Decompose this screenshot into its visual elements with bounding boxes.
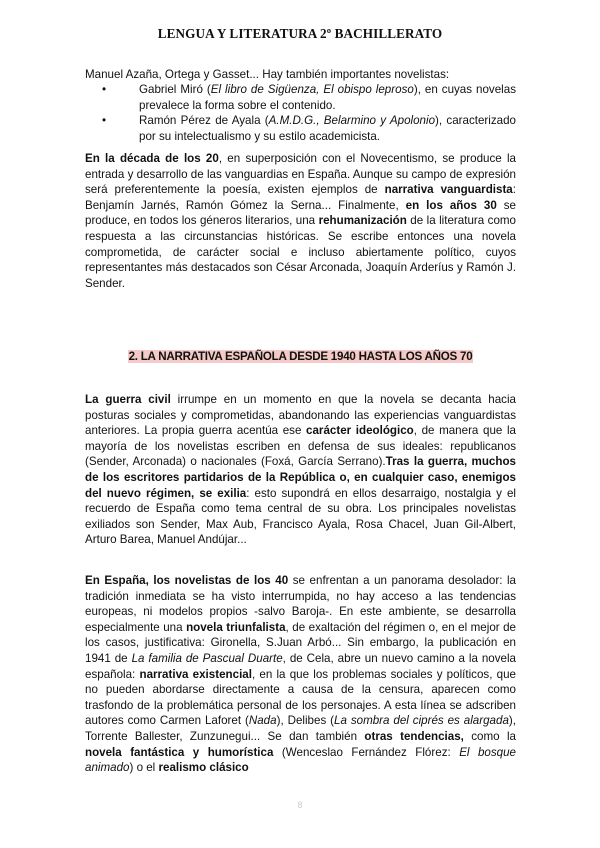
page-number: 8 <box>297 800 303 810</box>
text-run: : esto supondrá en ellos desarraigo, nostalgia y el recuerdo de España como tema central de su obra. Los principales novelistas exiliados son Sender, Max Aub, Francisco Ayala, Rosa Chacel, Juan Gil-Albert, Arturo Barea, Manuel Andújar... <box>85 486 516 547</box>
text-run: , en la que los problemas sociales y políticos, que no pueden abordarse directamente a causa de la censura, aparecen como trasfondo de la problemática personal de los personajes. A esta línea se adscriben autores como Carmen Laforet ( <box>85 667 516 728</box>
text-run: , de Cela, abre un nuevo camino a la novela española: <box>85 651 516 681</box>
paragraph-text <box>85 151 516 291</box>
bold-phrase: carácter ideológico <box>306 424 414 438</box>
italic-title: La sombra del ciprés es alargada <box>334 714 509 728</box>
paragraph-forties <box>85 573 516 776</box>
text-run: (Wenceslao Fernández Flórez: <box>273 745 460 759</box>
list-item <box>85 113 516 144</box>
text-run: , de manera que la mayoría de los novelistas escriben en defensa de sus ideales: republicanos (Sender, Arconada) o nacionales (Foxá, García Serrano). <box>85 424 516 469</box>
text-run: como la <box>463 729 516 743</box>
text-run: ), Delibes ( <box>276 714 335 728</box>
bold-phrase: Tras la guerra, muchos de los escritores partidarios de la República o, en cualquier caso, enemigos del nuevo régimen, se exilia <box>85 455 516 500</box>
intro-line <box>85 67 516 83</box>
text-run: de la literatura como respuesta a las circunstancias históricas. Se escribe entonces una novela comprometida, de carácter social e incluso abiertamente político, cuyos representantes más destacados son César Arconada, Joaquín Arderíus y Ramón J. Sender. <box>85 214 516 290</box>
text-run: , de exaltación del régimen o, en el mejor de los casos, justificativa: Gironella, S.Juan Arbó... Sin embargo, la publicación en 1941 de <box>85 620 516 665</box>
bold-phrase: otras tendencias, <box>364 729 464 743</box>
list-item-italic: El libro de Sigüenza, El obispo leproso <box>210 83 414 96</box>
bold-phrase: En España, los novelistas de los 40 <box>85 574 289 587</box>
novelist-list <box>85 82 516 144</box>
bold-phrase: En la década de los 20 <box>85 152 219 165</box>
paragraph-civil-war <box>85 392 516 548</box>
text-run: , en superposición con el Novecentismo, se produce la entrada y desarrollo de las vanguardias en España. Aunque su campo de expresión será preferentemente la poesía, existen ejemplos de <box>85 152 517 197</box>
list-item-italic: A.M.D.G., Belarmino y Apolonio <box>268 114 436 128</box>
text-run: ), Torrente Ballester, Zunzunegui... Se dan también <box>85 714 516 743</box>
list-item <box>85 82 516 113</box>
text-run: ) o el <box>129 761 159 775</box>
paragraph-twenties <box>85 151 516 291</box>
section-heading <box>85 349 516 365</box>
section-heading-text: 2. LA NARRATIVA ESPAÑOLA DESDE 1940 HASTA LOS AÑOS 70 <box>128 350 473 363</box>
bold-phrase: novela fantástica y humorística <box>85 745 274 759</box>
intro-text: Manuel Azaña, Ortega y Gasset... Hay también importantes novelistas: <box>85 68 450 81</box>
text-run: se enfrentan a un panorama desolador: la tradición inmediata se ha visto interrumpida, no hay acceso a las tendencias europeas, ni modelos propios -salvo Baroja-. En este ambiente, se desarrolla especialmente una <box>85 574 516 634</box>
list-item-text: Ramón Pérez de Ayala ( <box>139 114 269 128</box>
bullet-icon: • <box>102 83 107 96</box>
paragraph-text <box>85 392 516 548</box>
bold-phrase: novela triunfalista <box>186 620 286 634</box>
paragraph-text <box>85 573 516 776</box>
bold-phrase: realismo clásico <box>158 761 249 775</box>
list-item-text: ), en cuyas novelas prevalece la forma sobre el contenido. <box>139 83 516 112</box>
italic-title: Nada <box>248 714 277 728</box>
list-item-text: ), caracterizado por su intelectualismo y su estilo academicista. <box>139 114 516 143</box>
bullet-icon: • <box>102 114 107 128</box>
bold-phrase: en los años 30 <box>405 198 497 212</box>
bold-phrase: La guerra civil <box>85 393 171 406</box>
text-run: : Benjamín Jarnés, Ramón Gómez la Serna... Finalmente, <box>85 183 516 212</box>
italic-title: El bosque animado <box>85 745 517 775</box>
italic-title: La familia de Pascual Duarte <box>131 651 283 665</box>
bold-phrase: rehumanización <box>318 214 407 228</box>
bold-phrase: narrativa existencial <box>139 667 252 681</box>
bold-phrase: narrativa vanguardista <box>384 183 513 197</box>
text-run: irrumpe en un momento en que la novela se decanta hacia posturas sociales y comprometidas, abandonando las experiencias vanguardistas anteriores. La propia guerra acentúa ese <box>85 393 516 438</box>
text-run: se produce, en todos los géneros literarios, una <box>85 198 516 228</box>
page-header: LENGUA Y LITERATURA 2º BACHILLERATO <box>157 26 443 41</box>
list-item-text: Gabriel Miró ( <box>139 83 211 96</box>
